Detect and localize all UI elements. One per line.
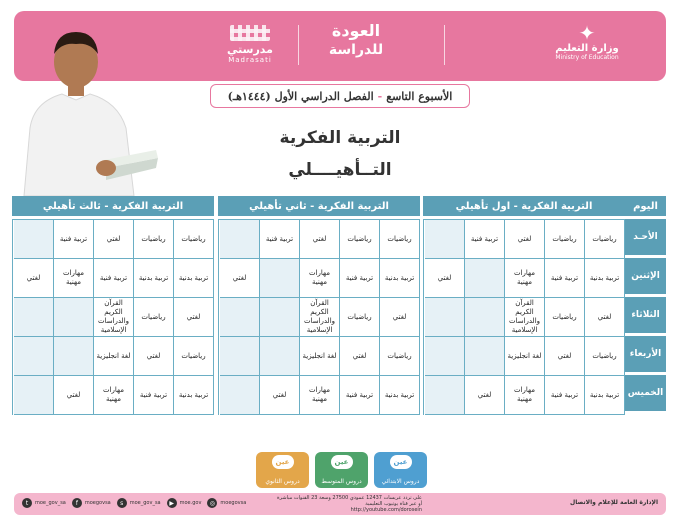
timetable-cell: تربية بدنية	[585, 376, 625, 415]
timetable-cell: لغتي	[220, 259, 260, 298]
timetable-cell: لغتي	[134, 337, 174, 376]
timetable-cell: مهارات مهنية	[54, 259, 94, 298]
snapchat-link[interactable]	[117, 498, 161, 508]
timetable-title: التربية الفكرية - اول تأهيلي	[423, 196, 625, 216]
social-handle: moe_gov_sa	[35, 500, 66, 506]
ein-logo: عين	[331, 455, 353, 469]
channel-badge-primary[interactable]	[374, 452, 427, 488]
semester-label: الفصل الدراسي الأول (١٤٤٤هـ)	[227, 89, 374, 103]
timetable-cell	[220, 298, 260, 337]
timetable-cell: مهارات مهنية	[505, 376, 545, 415]
timetable-cell: لغتي	[300, 220, 340, 259]
social-handle: moe.gov	[179, 500, 202, 506]
youtube-icon: ▶	[167, 498, 177, 508]
day-monday: الإثنين	[625, 258, 666, 294]
footer-bar	[14, 493, 666, 515]
timetable-cell	[465, 259, 505, 298]
program-title: التــأهيــــلي	[288, 160, 392, 180]
timetable-cell: تربية فنية	[545, 376, 585, 415]
timetable-cell: لغتي	[174, 298, 214, 337]
timetable-cell	[425, 337, 465, 376]
channel-badges	[256, 452, 428, 492]
timetable-cell: مهارات مهنية	[505, 259, 545, 298]
ein-logo: عين	[272, 455, 294, 469]
week-number: الأسبوع التاسع	[386, 89, 453, 103]
channel-badge-secondary[interactable]	[256, 452, 309, 488]
timetable-title: التربية الفكرية - ثالث تأهيلي	[12, 196, 214, 216]
timetable-cell	[14, 376, 54, 415]
timetable-cell: لغتي	[545, 337, 585, 376]
timetable-cell: مهارات مهنية	[300, 376, 340, 415]
timetable-grade-1	[423, 196, 625, 415]
back-to-school-line1: العودة	[331, 21, 381, 40]
timetable-cell: لغتي	[340, 337, 380, 376]
timetable-cell: مهارات مهنية	[300, 259, 340, 298]
social-handle: moe_gov_sa	[129, 500, 161, 506]
timetable-cell: لغة انجليزية	[300, 337, 340, 376]
ministry-name-ar: وزارة التعليم	[555, 43, 619, 54]
timetable-cell	[260, 259, 300, 298]
timetable-cell: رياضيات	[340, 298, 380, 337]
ministry-name-en: Ministry of Education	[555, 54, 619, 61]
timetable-grid	[218, 219, 420, 415]
header-divider	[298, 25, 299, 65]
instagram-icon: ◎	[207, 498, 217, 508]
day-sunday: الأحـد	[625, 219, 666, 255]
back-to-school-line2: للدراسة	[328, 42, 384, 58]
day-header: اليوم	[625, 196, 666, 216]
timetable-cell: تربية فنية	[134, 376, 174, 415]
madrasati-name-en: Madrasati	[228, 56, 272, 64]
broadcast-info-line2: أو عبر قناة يوتيوب التعليمية	[365, 501, 422, 507]
timetable-cell	[220, 337, 260, 376]
timetable-cell: لغتي	[465, 376, 505, 415]
timetable-grade-2	[218, 196, 420, 415]
social-links	[22, 498, 246, 508]
footer-ministry-dept: الإدارة العامة للإعلام والاتصال	[570, 499, 658, 506]
timetable-cell	[220, 220, 260, 259]
timetable-cell: لغتي	[425, 259, 465, 298]
ministry-logo	[532, 23, 642, 61]
timetable-cell	[54, 298, 94, 337]
timetable-cell: رياضيات	[340, 220, 380, 259]
day-thursday: الخميس	[625, 375, 666, 411]
social-handle: moegovsa	[220, 500, 247, 506]
timetable-title: التربية الفكرية - ثاني تأهيلي	[218, 196, 420, 216]
timetable-cell: تربية بدنية	[174, 376, 214, 415]
subject-title: التربية الفكرية	[279, 128, 401, 148]
timetable-cell	[54, 337, 94, 376]
timetable-cell: تربية فنية	[340, 259, 380, 298]
timetable-cell: رياضيات	[134, 298, 174, 337]
timetable-cell: القرآن الكريم والدراسات الإسلامية	[505, 298, 545, 337]
week-label	[210, 84, 470, 108]
timetable-cell: لغتي	[94, 220, 134, 259]
timetable-cell: رياضيات	[545, 220, 585, 259]
back-to-school-logo	[306, 21, 406, 59]
timetable-cell	[465, 298, 505, 337]
timetable-cell: تربية فنية	[545, 259, 585, 298]
twitter-icon: t	[22, 498, 32, 508]
youtube-link[interactable]	[167, 498, 202, 508]
timetable-cell: رياضيات	[545, 298, 585, 337]
madrasati-grid-icon	[230, 25, 270, 41]
timetable-cell	[465, 337, 505, 376]
facebook-link[interactable]	[72, 498, 111, 508]
timetable-cell: لغتي	[380, 298, 420, 337]
timetable-cell	[260, 337, 300, 376]
timetable-cell: لغتي	[260, 376, 300, 415]
timetable-cell: القرآن الكريم والدراسات الإسلامية	[300, 298, 340, 337]
timetable-cell: رياضيات	[585, 220, 625, 259]
timetable-cell	[14, 220, 54, 259]
timetable-cell: رياضيات	[134, 220, 174, 259]
madrasati-logo	[208, 25, 292, 64]
channel-badge-intermediate[interactable]	[315, 452, 368, 488]
broadcast-info	[262, 495, 422, 513]
student-illustration	[10, 18, 160, 196]
social-handle: moegovsa	[84, 500, 111, 506]
timetable-cell	[14, 298, 54, 337]
timetable-cell: رياضيات	[174, 337, 214, 376]
channel-label: دروس المتوسط	[321, 478, 362, 485]
timetable-cell	[425, 376, 465, 415]
header-divider	[444, 25, 445, 65]
palm-swords-icon: ✦	[578, 21, 596, 45]
timetable-cell: تربية فنية	[260, 220, 300, 259]
day-tuesday: الثلاثاء	[625, 297, 666, 333]
instagram-link[interactable]	[207, 498, 246, 508]
timetable-cell: تربية بدنية	[380, 376, 420, 415]
channel-label: دروس الثانوي	[265, 478, 300, 485]
timetable-cell: لغة انجليزية	[505, 337, 545, 376]
timetable-cell: رياضيات	[174, 220, 214, 259]
timetable-cell: تربية فنية	[54, 220, 94, 259]
week-separator: -	[377, 89, 383, 103]
twitter-link[interactable]	[22, 498, 66, 508]
timetable-cell	[425, 220, 465, 259]
madrasati-name-ar: مدرستي	[227, 43, 273, 56]
timetable-cell: لغة انجليزية	[94, 337, 134, 376]
timetable-cell	[14, 337, 54, 376]
timetable-cell: لغتي	[14, 259, 54, 298]
ein-logo: عين	[390, 455, 412, 469]
timetable-cell	[425, 298, 465, 337]
channel-label: دروس الابتدائي	[381, 478, 420, 485]
timetable-cell: تربية فنية	[94, 259, 134, 298]
day-column	[625, 196, 666, 411]
timetable-cell: لغتي	[505, 220, 545, 259]
timetable-cell: القرآن الكريم والدراسات الإسلامية	[94, 298, 134, 337]
timetable-cell: تربية بدنية	[134, 259, 174, 298]
timetable-grid	[12, 219, 214, 415]
timetable-cell: تربية بدنية	[174, 259, 214, 298]
timetable-cell: تربية فنية	[465, 220, 505, 259]
timetable-grade-3	[12, 196, 214, 415]
timetable-cell: رياضيات	[380, 220, 420, 259]
timetable-cell: تربية بدنية	[585, 259, 625, 298]
timetable-cell	[260, 298, 300, 337]
facebook-icon: f	[72, 498, 82, 508]
snapchat-icon: s	[117, 498, 127, 508]
day-wednesday: الأربعاء	[625, 336, 666, 372]
youtube-url[interactable]: http://youtube.com/dorosein	[350, 507, 422, 513]
timetable-grid	[423, 219, 625, 415]
broadcast-info-line1: على تردد عربسات 12437 عمودي 27500 وسعة 23 القنوات مباشرة	[277, 495, 422, 501]
timetable-cell: مهارات مهنية	[94, 376, 134, 415]
timetable-cell: لغتي	[585, 298, 625, 337]
timetable-cell: رياضيات	[585, 337, 625, 376]
timetable-cell: لغتي	[54, 376, 94, 415]
timetable-cell: تربية فنية	[340, 376, 380, 415]
timetable-cell	[220, 376, 260, 415]
timetable-cell: رياضيات	[380, 337, 420, 376]
timetable-cell: تربية بدنية	[380, 259, 420, 298]
